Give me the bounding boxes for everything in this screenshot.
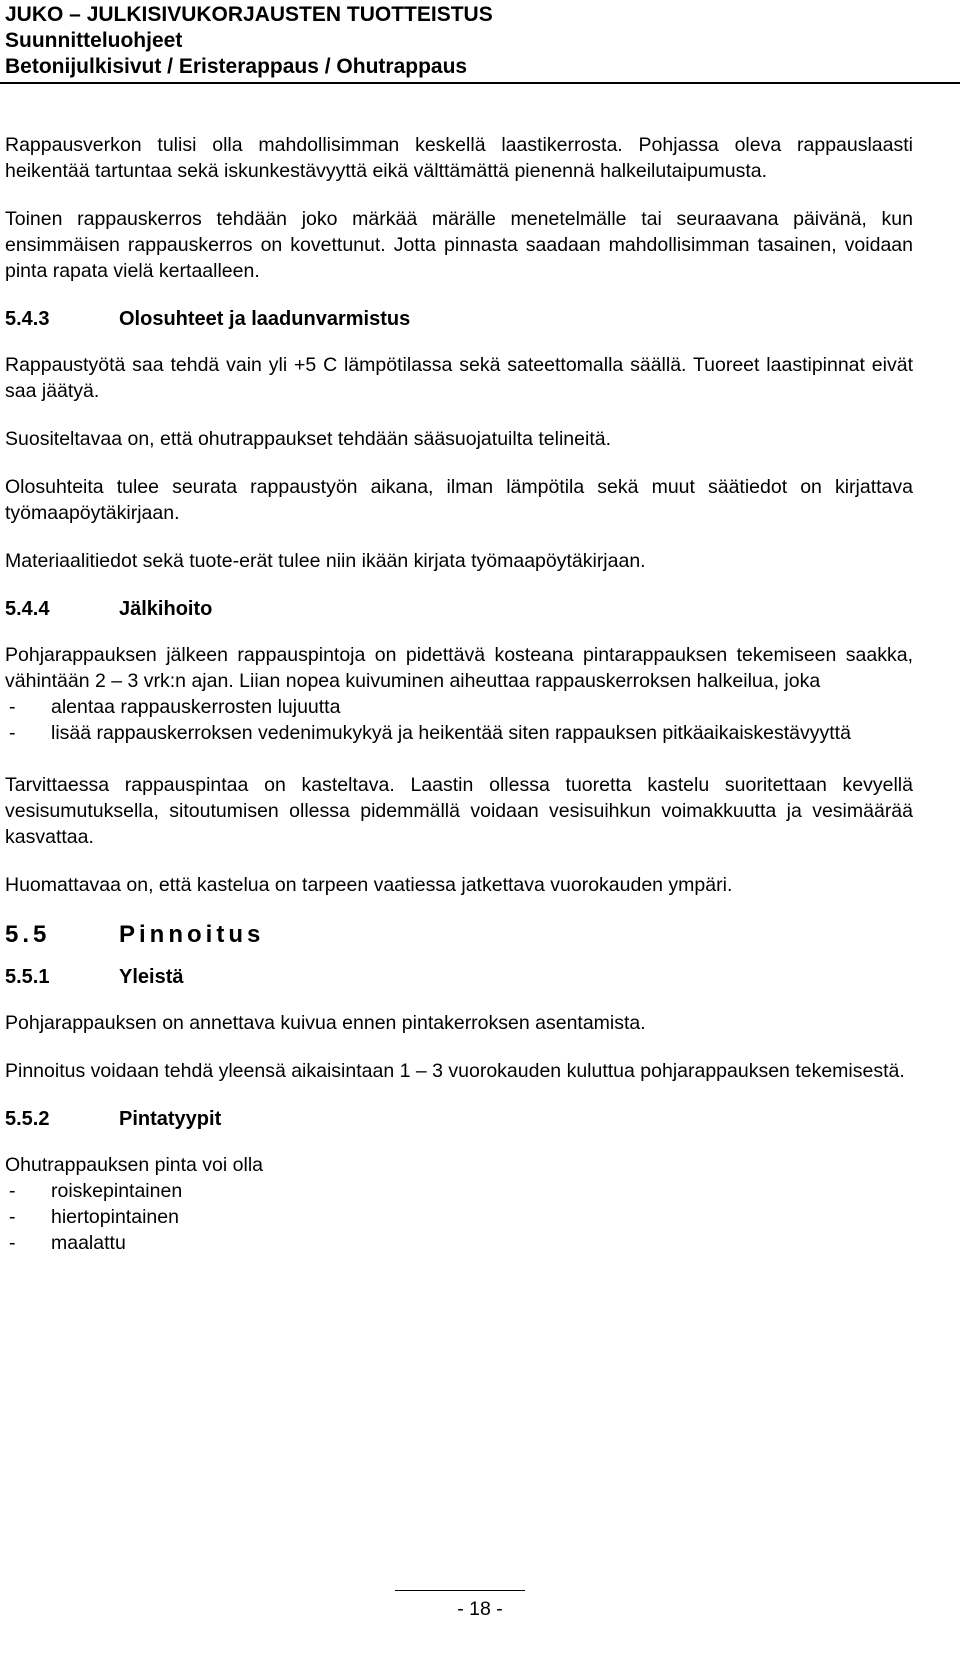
paragraph-kastelu: Tarvittaessa rappauspintaa on kasteltava. Laastin ollessa tuoretta kastelu suoritettaan kevyellä vesisumutuksella, sitoutumisen ollessa pidemmällä voidaan vesisuihkun voimakkuutta ja vesimäärää kasvattaa. [5,774,913,848]
list-item-text: maalattu [51,1232,126,1254]
heading-number: 5.5 [5,921,51,948]
paragraph-olosuhteiden-seuranta: Olosuhteita tulee seurata rappaustyön aikana, ilman lämpötila sekä muut säätiedot on kirjattava työmaapöytäkirjaan. [5,476,913,524]
heading-5-4-4 [5,596,913,622]
list-marker: - [9,1180,16,1202]
heading-title: Olosuhteet ja laadunvarmistus [119,308,411,330]
list-item [5,1204,913,1230]
page-number: - 18 - [457,1598,503,1620]
heading-title: Pinnoitus [119,921,265,948]
page-content [5,132,913,1278]
paragraph-pinta-intro: Ohutrappauksen pinta voi olla [5,1154,264,1176]
list-item [5,1178,913,1204]
surface-types-list [5,1178,913,1256]
heading-number: 5.4.4 [5,598,50,620]
header-subtitle: Suunnitteluohjeet [5,29,183,52]
list-marker: - [9,1206,16,1228]
paragraph-rappaustyo-lampotila: Rappaustyötä saa tehdä vain yli +5 C lämpötilassa sekä sateettomalla säällä. Tuoreet laastipinnat eivät saa jäätyä. [5,354,913,402]
heading-title: Jälkihoito [119,598,213,620]
paragraph-saasuojatut-telineet: Suositeltavaa on, että ohutrappaukset tehdään sääsuojatuilta telineitä. [5,428,612,450]
list-item-text: alentaa rappauskerrosten lujuutta [51,696,341,718]
heading-number: 5.5.1 [5,966,50,988]
heading-title: Yleistä [119,966,184,988]
list-item [5,720,913,746]
heading-number: 5.4.3 [5,308,50,330]
list-item-text: lisää rappauskerroksen vedenimukykyä ja heikentää siten rappauksen pitkäaikaiskestävyyttä [51,722,851,744]
paragraph-kastelu-vuorokausi: Huomattavaa on, että kastelua on tarpeen vaatiessa jatkettava vuorokauden ympäri. [5,874,733,896]
heading-5-4-3 [5,306,913,332]
heading-title: Pintatyypit [119,1108,222,1130]
paragraph-rappausverkko: Rappausverkon tulisi olla mahdollisimman keskellä laastikerrosta. Pohjassa oleva rappauslaasti heikentää tartuntaa sekä iskunkestävyyttä eikä välttämättä pienennä halkeilutaipumusta. [5,134,913,182]
list-marker: - [9,1232,16,1254]
page-header [5,2,493,80]
paragraph-kuivuminen: Pohjarappauksen on annettava kuivua ennen pintakerroksen asentamista. [5,1012,646,1034]
list-marker: - [9,696,16,718]
list-item [5,1230,913,1256]
heading-5-5-1 [5,964,913,990]
paragraph-jalkihoito: Pohjarappauksen jälkeen rappauspintoja on pidettävä kosteana pintarappauksen tekemiseen saakka, vähintään 2 – 3 vrk:n ajan. Liian nopea kuivuminen aiheuttaa rappauskerroksen halkeilua, joka [5,644,913,692]
paragraph-pinnoitus-aika: Pinnoitus voidaan tehdä yleensä aikaisintaan 1 – 3 vuorokauden kuluttua pohjarappauksen tekemisestä. [5,1060,905,1082]
list-item-text: hiertopintainen [51,1206,179,1228]
halkeilu-effects-list [5,694,913,746]
footer-divider [395,1590,525,1591]
list-marker: - [9,722,16,744]
header-divider [0,82,960,84]
paragraph-materiaalitiedot: Materiaalitiedot sekä tuote-erät tulee niin ikään kirjata työmaapöytäkirjaan. [5,550,646,572]
list-item [5,694,913,720]
heading-number: 5.5.2 [5,1108,50,1130]
header-section-path: Betonijulkisivut / Eristerappaus / Ohutrappaus [5,55,468,78]
paragraph-toinen-rappauskerros: Toinen rappauskerros tehdään joko märkää märälle menetelmälle tai seuraavana päivänä, kun ensimmäisen rappauskerros on kovettunut. Jotta pinnasta saadaan mahdollisimman tasainen, voidaan pinta rapata vielä kertaalleen. [5,208,913,282]
heading-5-5 [5,920,913,950]
heading-5-5-2 [5,1106,913,1132]
list-item-text: roiskepintainen [51,1180,183,1202]
header-title: JUKO – JULKISIVUKORJAUSTEN TUOTTEISTUS [5,3,493,26]
